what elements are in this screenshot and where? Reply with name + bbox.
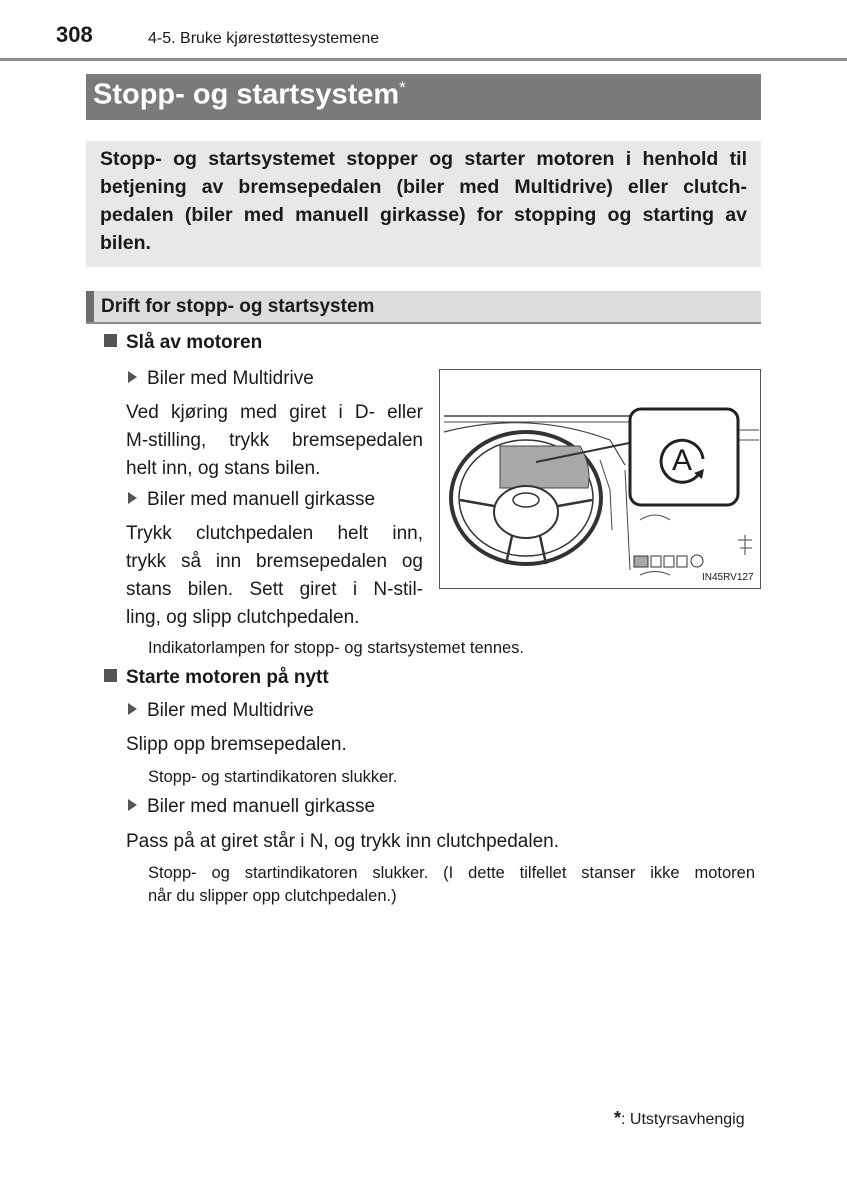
stop-engine-heading-text: Slå av motoren [126,332,263,353]
footnote [614,1108,745,1129]
stop-note [148,637,524,660]
stop-engine-heading [104,332,262,354]
text-line: trykk så inn bremsepedalen og [126,551,423,572]
stop-multidrive-item [128,368,314,390]
dashboard-illustration [439,369,761,589]
footnote-text: : Utstyrsavhengig [621,1111,745,1128]
page-title [93,78,406,112]
text-line: helt inn, og stans bilen. [126,458,321,479]
auto-stop-start-icon [658,437,712,487]
section-bar [86,291,761,323]
page-number: 308 [56,22,93,47]
restart-multidrive-instruction: Slipp opp bremsepedalen. [126,734,347,755]
header-divider [0,58,847,61]
restart-manual-item [128,796,375,818]
section-divider [86,322,761,324]
restart-engine-heading [104,667,329,689]
chapter-title: 4-5. Bruke kjørestøttesystemene [148,30,380,47]
restart-manual-instruction: Pass på at giret står i N, og trykk inn clutchpedalen. [126,831,559,852]
intro-box [86,141,761,267]
restart-multidrive-label: Biler med Multidrive [147,700,314,721]
restart-multidrive-note-text: Stopp- og startindikatoren slukker. [148,768,398,786]
restart-manual-text [126,828,559,856]
stop-multidrive-text [126,399,423,483]
stop-note-text: Indikatorlampen for stopp- og startsystemet tennes. [148,639,525,657]
restart-manual-note [148,862,755,908]
text-line: Stopp- og startindikatoren slukker. (I dette tilfellet stanser ikke motoren [148,864,755,882]
text-line: M-stilling, trykk bremsepedalen [126,430,423,451]
restart-multidrive-note [148,766,397,789]
restart-multidrive-text [126,731,347,759]
text-line: når du slipper opp clutchpedalen.) [148,887,397,905]
stop-multidrive-label: Biler med Multidrive [147,368,314,389]
page-title-text: Stopp- og startsystem [93,78,400,111]
page-title-bar [86,74,761,120]
triangle-bullet-icon [128,371,137,383]
stop-manual-label: Biler med manuell girkasse [147,489,376,510]
text-line: stans bilen. Sett giret i N-stil- [126,579,423,600]
section-title: Drift for stopp- og startsystem [101,296,375,317]
footnote-marker: * [614,1108,622,1128]
intro-text: Stopp- og startsystemet stopper og starter motoren i henhold til betjening av bremsepedalen (biler med Multidrive) eller clutch-pedalen (biler med manuell girkasse) for stopping og starting av bilen. [100,148,747,254]
restart-multidrive-item [128,700,314,722]
triangle-bullet-icon [128,799,137,811]
text-line: Trykk clutchpedalen helt inn, [126,523,423,544]
square-bullet-icon [104,334,117,347]
triangle-bullet-icon [128,492,137,504]
figure-code: IN45RV127 [702,572,754,583]
text-line: ling, og slipp clutchpedalen. [126,607,360,628]
title-optional-marker: * [399,78,406,97]
restart-engine-heading-text: Starte motoren på nytt [126,667,329,688]
auto-icon-letter: A [672,444,693,477]
stop-manual-text [126,520,423,632]
triangle-bullet-icon [128,703,137,715]
restart-manual-label: Biler med manuell girkasse [147,796,376,817]
stop-manual-item [128,489,375,511]
square-bullet-icon [104,669,117,682]
text-line: Ved kjøring med giret i D- eller [126,402,423,423]
